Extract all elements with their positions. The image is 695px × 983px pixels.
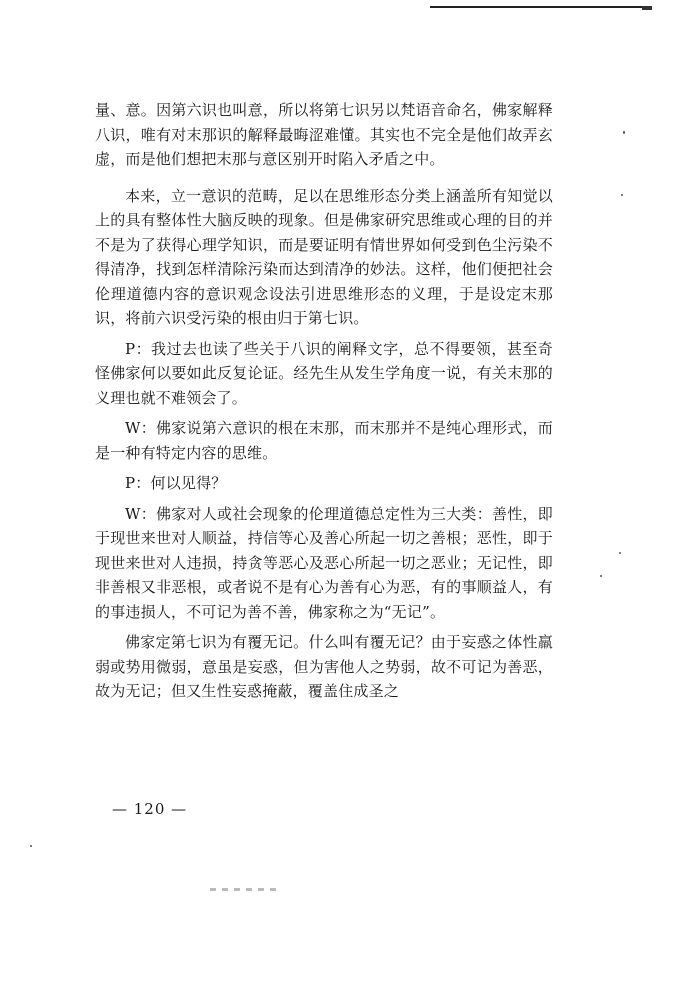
- paragraph-6: W：佛家对人或社会现象的伦理道德总定性为三大类：善性，即于现世来世对人顺益，持信等心及善心所起一切之善根；恶性，即于现世来世对人违损，持贪等恶心及恶心所起一切之恶业；无记性，即非善根又非恶根，或者说不是有心为善有心为恶，有的事顺益人，有的事违损人，不可记为善不善，佛家称之为“无记”。: [95, 504, 553, 621]
- scan-speck: [619, 552, 621, 554]
- paragraph-2: 本来，立一意识的范畴，足以在思维形态分类上涵盖所有知觉以上的具有整体性大脑反映的现象。但是佛家研究思维或心理的目的并不是为了获得心理学知识，而是要证明有情世界如何受到色尘污染不得清净，找到怎样清除污染而达到清净的妙法。这样，他们便把社会伦理道德内容的意识观念设法引进思维形态的义理，于是设定末那识，将前六识受污染的根由归于第七识。: [95, 186, 553, 327]
- paragraph-7: 佛家定第七识为有覆无记。什么叫有覆无记？由于妄惑之体性羸弱或势用微弱，意虽是妄惑，但为害他人之势弱，故不可记为善恶，故为无记；但又生性妄惑掩蔽，覆盖住成圣之: [95, 633, 553, 700]
- page-body: [95, 98, 553, 704]
- scan-speck: [621, 194, 623, 196]
- scan-speck: [623, 131, 625, 134]
- paragraph-5: P：何以见得？: [125, 474, 227, 492]
- corner-mark: [642, 6, 652, 10]
- page-number: — 120 —: [112, 800, 188, 818]
- paragraph-1: 量、意。因第六识也叫意，所以将第七识另以梵语音命名，佛家解释八识，唯有对末那识的解释最晦涩难懂。其实也不完全是他们故弄玄虚，而是他们想把末那与意区别开时陷入矛盾之中。: [95, 101, 553, 168]
- paragraph-3: P：我过去也读了些关于八识的阐释文字，总不得要领，甚至奇怪佛家何以要如此反复论证。经先生从发生学角度一说，有关末那的义理也就不难领会了。: [95, 339, 553, 407]
- paragraph-4: W：佛家说第六意识的根在末那，而末那并不是纯心理形式，而是一种有特定内容的思维。: [95, 419, 553, 462]
- top-rule: [430, 6, 644, 8]
- scan-speck: [30, 845, 32, 847]
- scan-smudge: [210, 888, 282, 891]
- scan-speck: [600, 575, 602, 577]
